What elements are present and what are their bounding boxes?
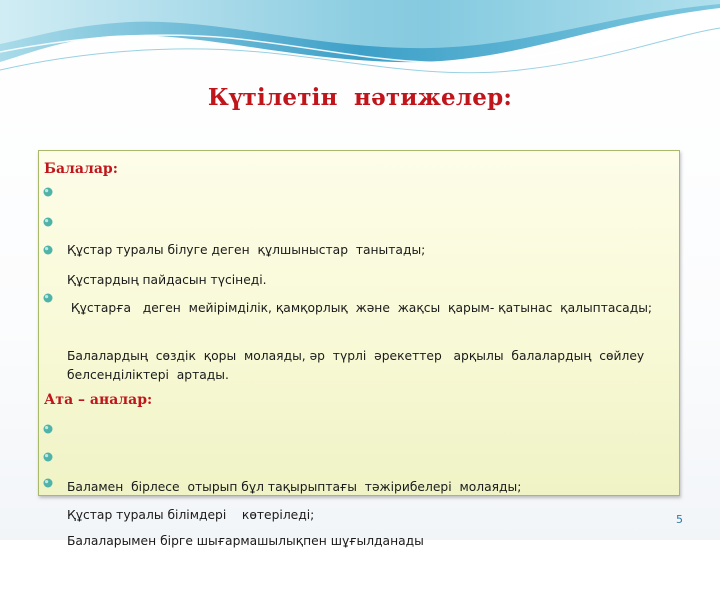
content-box (38, 150, 680, 548)
list-item-text: Құстар туралы білуге деген құлшыныстар танытады; (67, 243, 426, 257)
bullet-icon (43, 478, 53, 488)
parents-heading: Ата – аналар: (44, 392, 153, 408)
page-number: 5 (676, 513, 683, 526)
children-heading: Балалар: (44, 161, 118, 177)
list-item-text: Баламен бірлесе отырып бұл тақырыптағы тәжірибелері молаяды; (67, 480, 522, 494)
list-item-text: Балаларымен бірге шығармашылықпен шұғылданады (67, 534, 424, 548)
bullet-icon (43, 424, 53, 434)
list-item (43, 475, 675, 589)
list-item-text: Балалардың сөздік қоры молаяды, әр түрлі әрекеттер арқылы балалардың сөйлеу белсенділіктері артады. (67, 349, 653, 382)
slide-title: Күтілетін нәтижелер: (207, 84, 513, 111)
bullet-icon (43, 187, 53, 197)
bullet-icon (43, 217, 53, 227)
bullet-icon (43, 452, 53, 462)
list-item-text: Құстарға деген мейірімділік, қамқорлық және жақсы қарым- қатынас қалыптасады; (67, 301, 653, 315)
bullet-icon (43, 293, 53, 303)
list-item-text: Құстар туралы білімдері көтеріледі; (67, 508, 315, 522)
list-item-text: Құстардың пайдасын түсінеді. (67, 273, 267, 287)
header-wave-decoration (0, 0, 720, 80)
bullet-icon (43, 245, 53, 255)
